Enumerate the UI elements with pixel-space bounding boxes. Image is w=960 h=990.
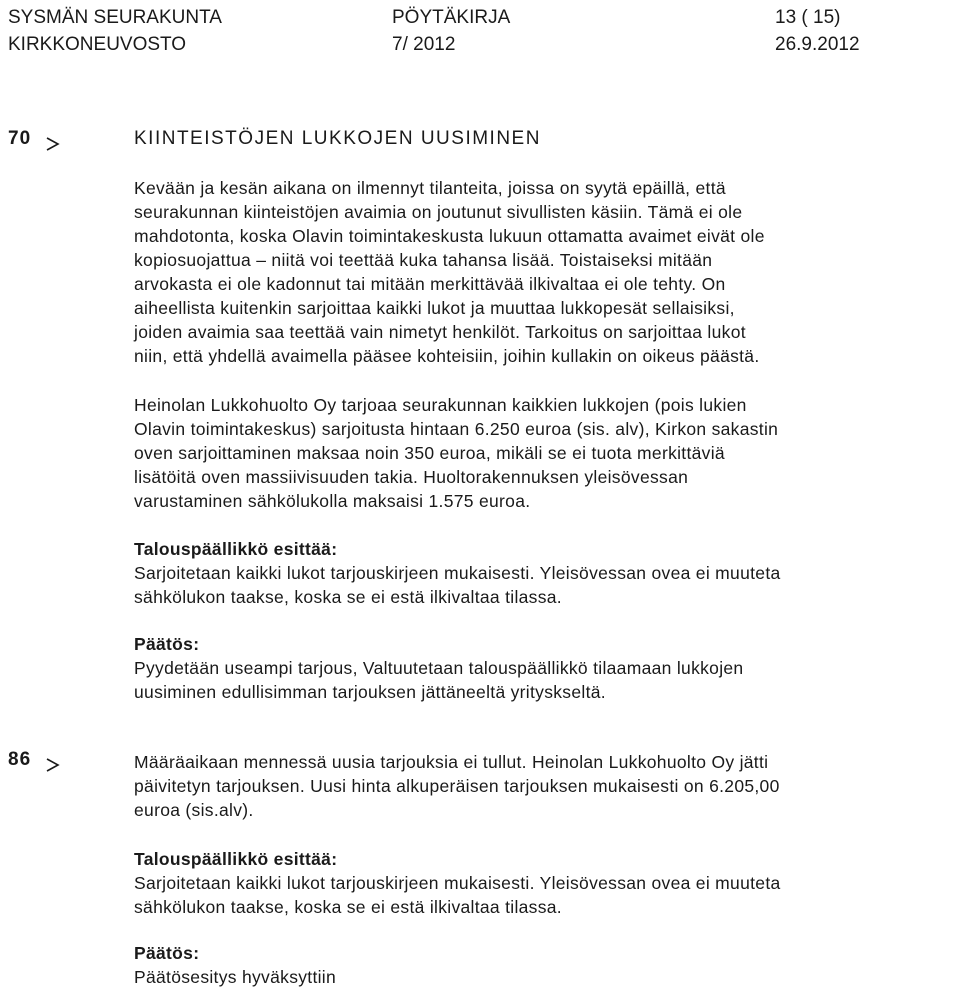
meeting-number: 7/ 2012: [392, 34, 456, 55]
text-line: Olavin toimintakeskus) sarjoitusta hintaan 6.250 euroa (sis. alv), Kirkon sakastin: [134, 419, 779, 439]
section-86-proposal: [134, 847, 946, 919]
text-line: Määräaikaan mennessä uusia tarjouksia ei tullut. Heinolan Lukkohuolto Oy jätti: [134, 752, 769, 772]
section-86-paragraph: [134, 750, 946, 822]
parish-name: SYSMÄN SEURAKUNTA: [8, 7, 222, 28]
text-line: lisätöitä oven massiivisuuden takia. Huoltorakennuksen yleisövessan: [134, 467, 689, 487]
section-number: 86: [8, 749, 32, 770]
text-line: Sarjoitetaan kaikki lukot tarjouskirjeen mukaisesti. Yleisövessan ovea ei muuteta: [134, 873, 781, 893]
text-line: Heinolan Lukkohuolto Oy tarjoaa seurakunnan kaikkien lukkojen (pois lukien: [134, 395, 747, 415]
text-line: arvokasta ei ole kadonnut tai mitään merkittävää ilkivaltaa ei ole tehty. On: [134, 274, 726, 294]
decision-text: Päätösesitys hyväksyttiin: [134, 967, 337, 987]
text-line: oven sarjoittaminen maksaa noin 350 euroa, mikäli se ei tuota merkittäviä: [134, 443, 725, 463]
section-70-paragraph-2: [134, 393, 946, 513]
text-line: uusiminen edullisimman tarjouksen jättäneeltä yrityskseltä.: [134, 682, 606, 702]
text-line: varustaminen sähkölukolla maksaisi 1.575 euroa.: [134, 491, 531, 511]
text-line: seurakunnan kiinteistöjen avaimia on joutunut sivullisten käsiin. Tämä ei ole: [134, 202, 743, 222]
text-line: päivitetyn tarjouksen. Uusi hinta alkuperäisen tarjouksen mukaisesti on 6.205,00: [134, 776, 780, 796]
document-type: PÖYTÄKIRJA: [392, 7, 511, 28]
text-line: Kevään ja kesän aikana on ilmennyt tilanteita, joissa on syytä epäillä, että: [134, 178, 726, 198]
text-line: aiheellista kuitenkin sarjoittaa kaikki lukot ja muuttaa lukkopesät sellaisiksi,: [134, 298, 735, 318]
council-name: KIRKKONEUVOSTO: [8, 34, 187, 55]
decision-heading: Päätös:: [134, 634, 200, 654]
section-86-decision: [134, 941, 946, 989]
text-line: sähkölukon taakse, koska se ei estä ilkivaltaa tilassa.: [134, 897, 562, 917]
proposal-heading: Talouspäällikkö esittää:: [134, 539, 338, 559]
text-line: Sarjoitetaan kaikki lukot tarjouskirjeen mukaisesti. Yleisövessan ovea ei muuteta: [134, 563, 781, 583]
text-line: mahdotonta, koska Olavin toimintakeskusta lukuun ottamatta avaimet eivät ole: [134, 226, 765, 246]
document-header: [8, 4, 952, 58]
text-line: euroa (sis.alv).: [134, 800, 254, 820]
text-line: kopiosuojattua – niitä voi teettää kuka tahansa lisää. Toistaiseksi mitään: [134, 250, 713, 270]
text-line: joiden avaimia saa teettää vain nimetyt henkilöt. Tarkoitus on sarjoittaa lukot: [134, 322, 746, 342]
page-number: 13 ( 15): [775, 7, 841, 28]
header-row-bottom: [8, 31, 952, 58]
text-line: sähkölukon taakse, koska se ei estä ilkivaltaa tilassa.: [134, 587, 562, 607]
section-70-paragraph-1: [134, 176, 946, 368]
proposal-heading: Talouspäällikkö esittää:: [134, 849, 338, 869]
meeting-date: 26.9.2012: [775, 34, 860, 55]
section-70-decision: [134, 632, 946, 704]
section-70-heading: [8, 128, 952, 158]
section-70-proposal: [134, 537, 946, 609]
section-sign-icon: [46, 757, 60, 773]
text-line: niin, että yhdellä avaimella pääsee kohteisiin, joihin kullakin on oikeus päästä.: [134, 346, 760, 366]
text-line: Pyydetään useampi tarjous, Valtuutetaan talouspäällikkö tilaamaan lukkojen: [134, 658, 744, 678]
section-sign-icon: [46, 136, 60, 152]
section-number: 70: [8, 128, 32, 149]
section-title: KIINTEISTÖJEN LUKKOJEN UUSIMINEN: [134, 128, 541, 149]
decision-heading: Päätös:: [134, 943, 200, 963]
header-row-top: [8, 4, 952, 31]
